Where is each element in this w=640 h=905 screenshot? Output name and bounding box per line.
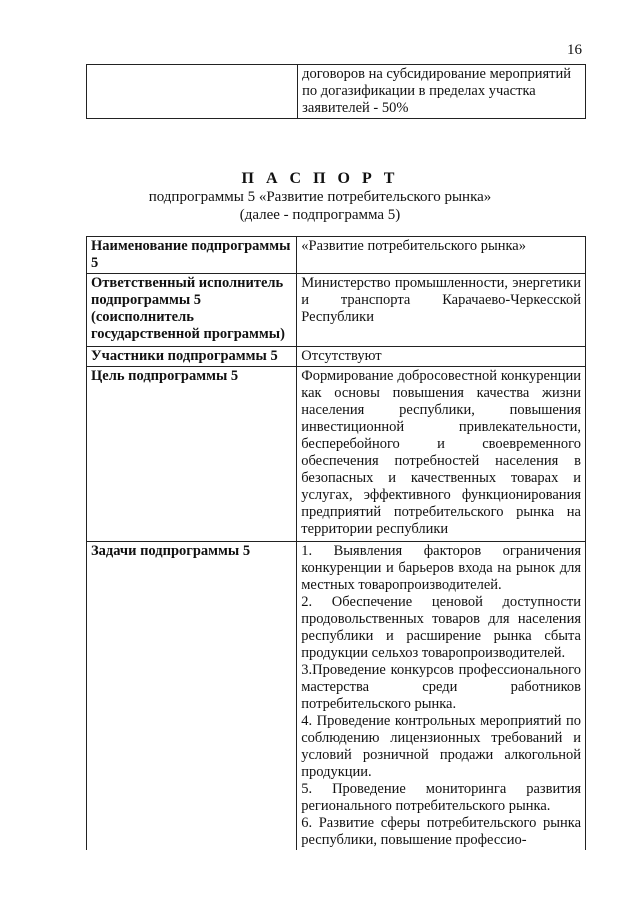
row-label: Наименование подпрограммы 5 — [87, 237, 297, 274]
passport-subtitle: подпрограммы 5 «Развитие потребительского рынка» — [148, 189, 492, 205]
row-value: «Развитие потребительского рынка» — [297, 237, 586, 274]
table-row — [87, 274, 586, 347]
row-label: Цель подпрограммы 5 — [87, 367, 297, 542]
list-item: 6. Развитие сферы потребительского рынка республики, повышение профессио- — [301, 815, 581, 848]
empty-cell — [87, 65, 298, 119]
row-value: Министерство промышленности, энергетики и транспорта Карачаево-Черкесской Республики — [297, 274, 586, 347]
row-value-list — [297, 542, 586, 851]
continued-cell: договоров на субсидирование мероприятий по догазификации в пределах участка заявителей - 50% — [298, 65, 586, 119]
row-label: Участники подпрограммы 5 — [87, 347, 297, 367]
table-row — [87, 367, 586, 542]
passport-title: П А С П О Р Т — [241, 170, 399, 187]
page-number: 16 — [567, 42, 582, 58]
table-row — [87, 542, 586, 851]
list-item: 2. Обеспечение ценовой доступности продовольственных товаров для населения республики и расширение рынка сбыта продукции сельхоз товаропроизводителей. — [301, 594, 581, 661]
row-value: Формирование добросовестной конкуренции как основы повышения качества жизни населения республики, повышения инвестиционной привлекательности, бесперебойного и своевременного обеспечения потребностей населения в безопасных и качественных товарах и услугах, эффективного функционирования предприятий потребительского рынка на территории республики — [297, 367, 586, 542]
passport-subtitle-note: (далее - подпрограмма 5) — [239, 207, 401, 223]
table-row — [87, 347, 586, 367]
table-row — [87, 65, 586, 119]
row-label: Ответственный исполнитель подпрограммы 5 (соисполнитель государственной программы) — [87, 274, 297, 347]
row-value: Отсутствуют — [297, 347, 586, 367]
table-row — [87, 237, 586, 274]
list-item: 5. Проведение мониторинга развития регионального потребительского рынка. — [301, 781, 581, 814]
list-item: 1. Выявления факторов ограничения конкуренции и барьеров входа на рынок для местных товаропроизводителей. — [301, 543, 581, 593]
list-item: 4. Проведение контрольных мероприятий по соблюдению лицензионных требований и условий розничной продажи алкогольной продукции. — [301, 713, 581, 780]
passport-table — [86, 236, 586, 850]
continued-table — [86, 64, 586, 119]
list-item: 3.Проведение конкурсов профессионального мастерства среди работников потребительского рынка. — [301, 662, 581, 712]
row-label: Задачи подпрограммы 5 — [87, 542, 297, 851]
